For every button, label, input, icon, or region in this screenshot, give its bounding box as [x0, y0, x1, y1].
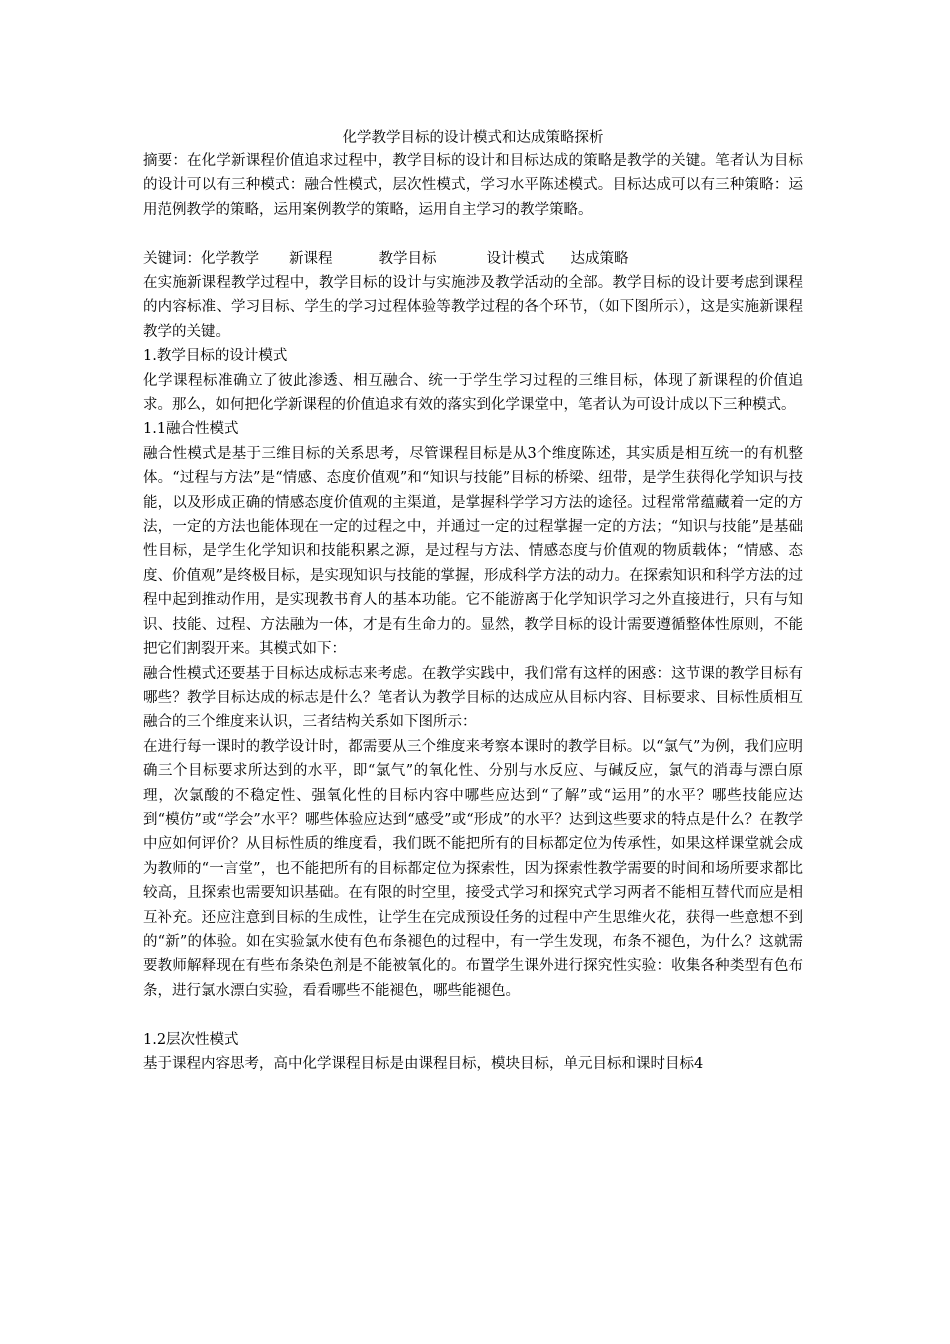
document-title: 化学教学目标的设计模式和达成策略探析: [342, 130, 604, 146]
keyword-item: 达成策略: [570, 250, 629, 267]
section-1-1-paragraph-2: 融合性模式还要基于目标达成标志来考虑。在教学实践中，我们常有这样的困惑：这节课的教学目标有哪些？教学目标达成的标志是什么？笔者认为教学目标的达成应从目标内容、目标要求、目标性质相互融合的三个维度来认识，三者结构关系如下图所示：: [143, 665, 803, 731]
keyword-item: 化学教学: [201, 250, 259, 267]
keyword-item: 教学目标: [378, 250, 437, 267]
keyword-item: 新课程: [289, 250, 333, 267]
section-heading-1-1: 1.1融合性模式: [143, 421, 239, 438]
section-heading-1-2: 1.2层次性模式: [143, 1031, 239, 1048]
section-1-2-paragraph: 基于课程内容思考，高中化学课程目标是由课程目标，模块目标，单元目标和课时目标4: [143, 1056, 704, 1072]
blank-line: [143, 222, 803, 246]
keyword-item: 设计模式: [486, 250, 545, 267]
section-1-1-paragraph-3: 在进行每一课时的教学设计时，都需要从三个维度来考察本课时的教学目标。以“氯气”为例，我们应明确三个目标要求所达到的水平，即“氯气”的氧化性、分别与水反应、与碱反应，氯气的消毒与漂白原理，次氯酸的不稳定性、强氧化性的目标内容中哪些应达到“了解”或“运用”的水平？哪些技能应达到“模仿”或“学会”水平？哪些体验应达到“感受”或“形成”的水平？达到这些要求的特点是什么？在教学中应如何评价？从目标性质的维度看，我们既不能把所有的目标都定位为传承性，如果这样课堂就会成为教师的“一言堂”，也不能把所有的目标都定位为探索性，因为探索性教学需要的时间和场所要求都比较高，且探索也需要知识基础。在有限的时空里，接受式学习和探究式学习两者不能相互替代而应是相互补充。还应注意到目标的生成性，让学生在完成预设任务的过程中产生思维火花，获得一些意想不到的“新”的体验。如在实验氯水使有色布条褪色的过程中，有一学生发现，布条不褪色，为什么？这就需要教师解释现在有些布条染色剂是不能被氧化的。布置学生课外进行探究性实验：收集各种类型有色布条，进行氯水漂白实验，看看哪些不能褪色，哪些能褪色。: [143, 738, 803, 999]
keywords-line: [143, 247, 803, 271]
keywords-label: 关键词：: [143, 250, 201, 267]
section-1-paragraph: 化学课程标准确立了彼此渗透、相互融合、统一于学生学习过程的三维目标，体现了新课程的价值追求。那么，如何把化学新课程的价值追求有效的落实到化学课堂中，笔者认为可设计成以下三种模式。: [143, 372, 803, 414]
abstract-paragraph: 摘要：在化学新课程价值追求过程中，教学目标的设计和目标达成的策略是教学的关键。笔者认为目标的设计可以有三种模式：融合性模式，层次性模式，学习水平陈述模式。目标达成可以有三种策略：运用范例教学的策略，运用案例教学的策略，运用自主学习的教学策略。: [143, 153, 803, 218]
section-1-1-paragraph-1: 融合性模式是基于三维目标的关系思考，尽管课程目标是从3个维度陈述，其实质是相互统一的有机整体。“过程与方法”是“情感、态度价值观”和“知识与技能”目标的桥梁、纽带，是学生获得化学知识与技能，以及形成正确的情感态度价值观的主渠道，是掌握科学学习方法的途径。过程常常蕴藏着一定的方法，一定的方法也能体现在一定的过程之中，并通过一定的过程掌握一定的方法；“知识与技能”是基础性目标，是学生化学知识和技能积累之源，是过程与方法、情感态度与价值观的物质载体；“情感、态度、价值观”是终极目标，是实现知识与技能的掌握，形成科学方法的动力。在探索知识和科学方法的过程中起到推动作用，是实现教书育人的基本功能。它不能游离于化学知识学习之外直接进行，只有与知识、技能、过程、方法融为一体，才是有生命力的。显然，教学目标的设计需要遵循整体性原则，不能把它们割裂开来。其模式如下：: [143, 445, 803, 658]
document-page: [143, 127, 803, 1076]
blank-line: [143, 1003, 803, 1027]
section-heading-1: 1.教学目标的设计模式: [143, 348, 288, 365]
intro-paragraph: 在实施新课程教学过程中，教学目标的设计与实施涉及教学活动的全部。教学目标的设计要考虑到课程的内容标准、学习目标、学生的学习过程体验等教学过程的各个环节，（如下图所示），这是实施新课程教学的关键。: [143, 275, 803, 340]
